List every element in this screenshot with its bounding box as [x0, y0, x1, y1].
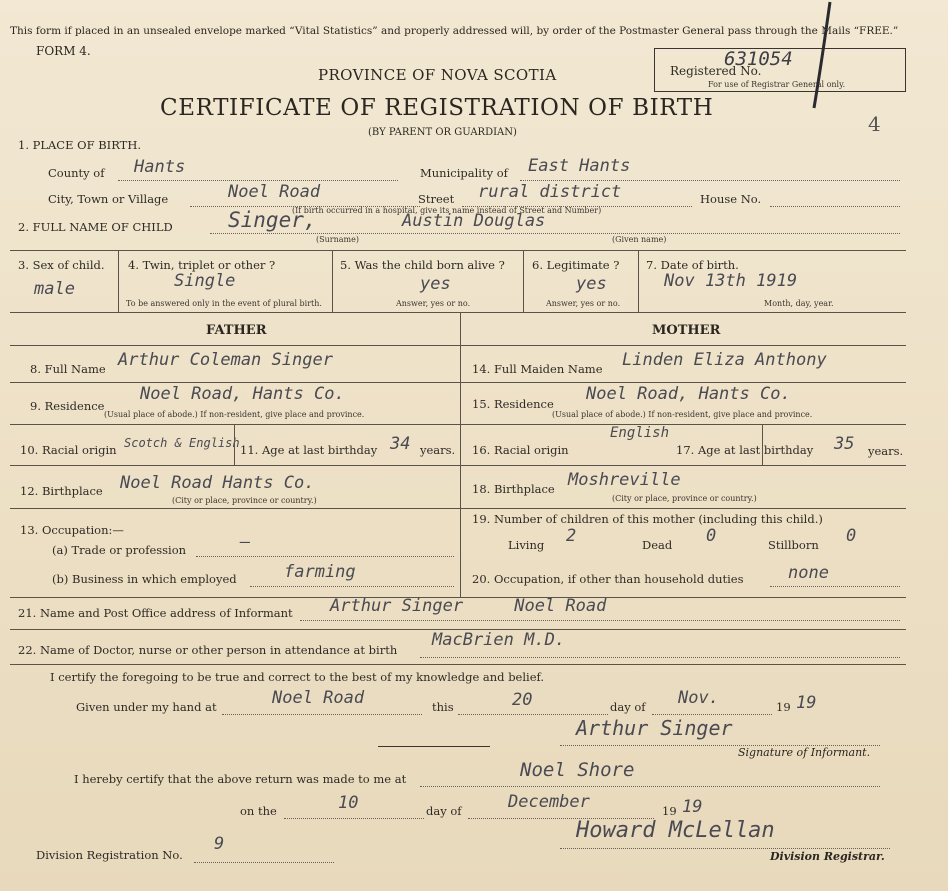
registered-label: Registered No. — [670, 64, 762, 78]
child-surname: Singer, — [228, 208, 317, 232]
informant-signature: Arthur Singer — [576, 716, 733, 740]
father-residence-value: Noel Road, Hants Co. — [140, 384, 345, 404]
return-year-prefix: 19 — [662, 804, 677, 818]
trade-value: — — [240, 532, 251, 552]
registered-number: 631054 — [724, 48, 793, 70]
registrar-signature: Howard McLellan — [576, 818, 775, 843]
certification-statement: I certify the foregoing to be true and correct to the best of my knowledge and belief. — [50, 670, 545, 684]
certificate-title: CERTIFICATE OF REGISTRATION OF BIRTH — [160, 95, 714, 121]
mother-occupation-value: none — [788, 563, 829, 583]
father-name-value: Arthur Coleman Singer — [118, 350, 333, 370]
given-month-value: Nov. — [678, 688, 719, 708]
legitimate-label: 6. Legitimate ? — [532, 258, 620, 272]
mother-residence-label: 15. Residence — [472, 397, 554, 411]
return-month-value: December — [508, 792, 590, 812]
province-heading: PROVINCE OF NOVA SCOTIA — [318, 66, 557, 84]
father-years-label: years. — [420, 443, 456, 457]
street-value: rural district — [478, 182, 622, 202]
business-label: (b) Business in which employed — [52, 572, 237, 586]
municipality-value: East Hants — [528, 156, 631, 176]
father-residence-note: (Usual place of abode.) If non-resident, give place and province. — [104, 410, 365, 419]
pen-stroke — [800, 0, 840, 110]
dob-value: Nov 13th 1919 — [664, 271, 798, 291]
division-registration-value: 9 — [214, 834, 225, 854]
return-day-value: 10 — [338, 793, 359, 813]
born-alive-label: 5. Was the child born alive ? — [340, 258, 505, 272]
sex-value: male — [34, 279, 75, 299]
given-name-caption: (Given name) — [612, 235, 667, 244]
trade-label: (a) Trade or profession — [52, 543, 187, 557]
postal-notice: This form if placed in an unsealed envelope marked “Vital Statistics” and properly addressed will, by order of the Postmaster General pass through the Mails “FREE.” — [10, 25, 899, 37]
signature-caption: Signature of Informant. — [738, 746, 871, 759]
born-alive-note: Answer, yes or no. — [396, 299, 471, 308]
informant-label: 21. Name and Post Office address of Informant — [18, 606, 293, 620]
mother-occupation-label: 20. Occupation, if other than household duties — [472, 572, 744, 586]
stillborn-value: 0 — [846, 526, 857, 546]
living-label: Living — [508, 538, 545, 552]
return-year-suffix: 19 — [682, 797, 703, 817]
form-number: FORM 4. — [36, 44, 91, 58]
mother-racial-label: 16. Racial origin — [472, 443, 569, 457]
given-place-value: Noel Road — [272, 688, 365, 708]
dob-note: Month, day, year. — [764, 299, 834, 308]
city-value: Noel Road — [228, 182, 321, 202]
municipality-label: Municipality of — [420, 166, 508, 180]
father-residence-label: 9. Residence — [30, 399, 105, 413]
mother-birthplace-note: (City or place, province or country.) — [612, 494, 757, 503]
return-day-of-label: day of — [426, 804, 462, 818]
place-of-birth-label: 1. PLACE OF BIRTH. — [18, 138, 142, 152]
father-racial-label: 10. Racial origin — [20, 443, 117, 457]
return-made-label: I hereby certify that the above return was made to me at — [74, 772, 407, 786]
child-name-label: 2. FULL NAME OF CHILD — [18, 220, 173, 234]
division-registration-label: Division Registration No. — [36, 848, 183, 862]
father-heading: FATHER — [206, 323, 267, 338]
return-place-value: Noel Shore — [520, 759, 635, 781]
registrar-note: For use of Registrar General only. — [708, 80, 846, 89]
mother-birthplace-label: 18. Birthplace — [472, 482, 555, 496]
dead-label: Dead — [642, 538, 673, 552]
mother-age-value: 35 — [834, 434, 855, 454]
sex-label: 3. Sex of child. — [18, 258, 105, 272]
dob-label: 7. Date of birth. — [646, 258, 739, 272]
on-the-label: on the — [240, 804, 277, 818]
given-year-suffix: 19 — [796, 693, 817, 713]
mother-residence-note: (Usual place of abode.) If non-resident, give place and province. — [552, 410, 813, 419]
doctor-value: MacBrien M.D. — [432, 630, 566, 650]
corner-mark: 4 — [868, 112, 881, 136]
certificate-subtitle: (BY PARENT OR GUARDIAN) — [368, 127, 517, 138]
father-name-label: 8. Full Name — [30, 362, 106, 376]
living-value: 2 — [566, 526, 577, 546]
children-count-label: 19. Number of children of this mother (including this child.) — [472, 512, 823, 526]
given-year-prefix: 19 — [776, 700, 791, 714]
given-under-hand-label: Given under my hand at — [76, 700, 217, 714]
born-alive-value: yes — [420, 274, 451, 294]
county-label: County of — [48, 166, 105, 180]
twin-note: To be answered only in the event of plural birth. — [126, 299, 322, 308]
mother-name-label: 14. Full Maiden Name — [472, 362, 603, 376]
father-age-label: 11. Age at last birthday — [240, 443, 378, 457]
doctor-label: 22. Name of Doctor, nurse or other person in attendance at birth — [18, 643, 398, 657]
father-age-value: 34 — [390, 434, 411, 454]
business-value: farming — [284, 562, 356, 582]
mother-years-label: years. — [868, 444, 904, 458]
given-day-value: 20 — [512, 690, 533, 710]
hospital-note: (If birth occurred in a hospital, give its name instead of Street and Number) — [292, 206, 602, 215]
mother-name-value: Linden Eliza Anthony — [622, 350, 827, 370]
dead-value: 0 — [706, 526, 717, 546]
twin-value: Single — [174, 271, 236, 291]
registrar-caption: Division Registrar. — [770, 850, 885, 863]
twin-label: 4. Twin, triplet or other ? — [128, 258, 276, 272]
this-label: this — [432, 700, 454, 714]
city-label: City, Town or Village — [48, 192, 169, 206]
father-birthplace-label: 12. Birthplace — [20, 484, 103, 498]
day-of-label: day of — [610, 700, 646, 714]
house-number-label: House No. — [700, 192, 762, 206]
mother-racial-value: English — [610, 425, 670, 441]
mother-heading: MOTHER — [652, 323, 721, 338]
mother-birthplace-value: Moshreville — [568, 470, 681, 490]
legitimate-value: yes — [576, 274, 607, 294]
county-value: Hants — [134, 157, 186, 177]
father-racial-value: Scotch & English — [124, 436, 240, 450]
legitimate-note: Answer, yes or no. — [546, 299, 621, 308]
father-occupation-label: 13. Occupation:— — [20, 523, 124, 537]
child-given-name: Austin Douglas — [402, 211, 546, 231]
mother-residence-value: Noel Road, Hants Co. — [586, 384, 791, 404]
father-birthplace-value: Noel Road Hants Co. — [120, 473, 315, 493]
informant-value: Arthur Singer Noel Road — [330, 596, 607, 616]
father-birthplace-note: (City or place, province or country.) — [172, 496, 317, 505]
stillborn-label: Stillborn — [768, 538, 819, 552]
street-label: Street — [418, 192, 455, 206]
surname-caption: (Surname) — [316, 235, 359, 244]
mother-age-label: 17. Age at last birthday — [676, 443, 814, 457]
